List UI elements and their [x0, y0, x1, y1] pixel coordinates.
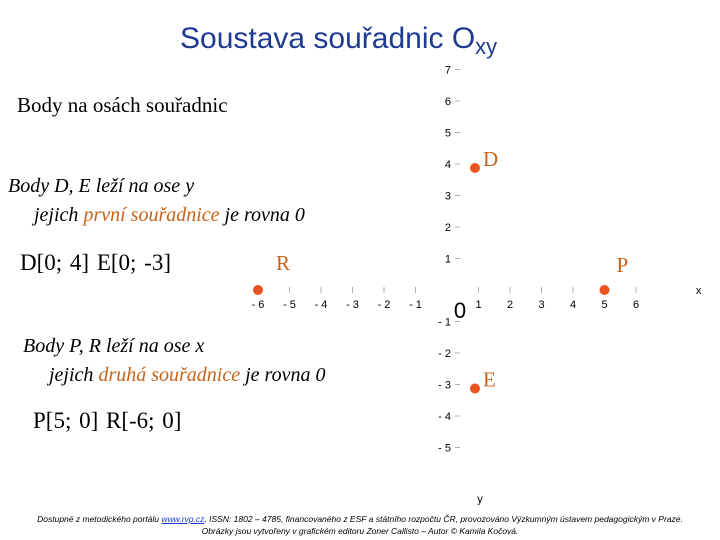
block-de-highlight: první souřadnice: [83, 204, 220, 226]
coords-p-r: P[5; 0] R[-6; 0]: [33, 408, 182, 433]
point-label-d: D: [483, 147, 499, 171]
coords-d-e: D[0; 4] E[0; -3]: [20, 250, 171, 275]
x-tick-label: - 5: [283, 299, 296, 311]
point-p: [600, 285, 610, 295]
x-tick-label: 2: [506, 299, 514, 311]
subtitle: Body na osách souřadnic: [17, 93, 228, 117]
title-main: Soustava souřadnic O: [180, 22, 476, 55]
y-tick-label: 6: [444, 96, 451, 108]
point-d: [470, 163, 480, 173]
point-label-r: R: [276, 251, 291, 275]
y-tick-label: 5: [444, 127, 451, 140]
footer-post: , ISSN: 1802 – 4785, financovaného z ESF a státního rozpočtu ČR, provozováno Výzkumným ústavem pedagogickým v Praze.: [204, 514, 683, 524]
x-tick-label: 1: [475, 299, 482, 311]
footer-link[interactable]: www.rvp.cz: [161, 514, 205, 524]
x-tick-label: - 2: [377, 299, 391, 311]
x-tick-label: 3: [538, 299, 545, 311]
footer-pre: Dostupné z metodického portálu: [37, 514, 162, 524]
footer-line2: Obrázky jsou vytvořeny v grafickém editoru Zoner Callisto – Autor © Kamila Kočová.: [201, 526, 519, 536]
y-tick-label: - 1: [438, 316, 451, 329]
block-de-line2-post: je rovna 0: [219, 204, 305, 226]
x-tick-label: - 6: [251, 299, 265, 311]
x-tick-label: - 1: [409, 299, 422, 311]
block-de-line1: Body D, E leží na ose y: [8, 175, 195, 197]
y-axis-label: y: [477, 493, 483, 506]
point-label-e: E: [483, 367, 496, 392]
footer-line1: [0, 513, 720, 525]
block-pr-highlight: druhá souřadnice: [98, 364, 241, 386]
block-pr-line1: Body P, R leží na ose x: [23, 335, 205, 357]
origin-label: 0: [453, 298, 467, 323]
block-pr-line2-pre: jejich: [49, 364, 99, 386]
point-label-p: P: [616, 253, 629, 277]
title-subscript: xy: [475, 34, 498, 59]
y-tick-label: 4: [444, 159, 451, 171]
y-tick-label: 1: [444, 253, 451, 266]
y-tick-label: 7: [444, 64, 451, 77]
point-e: [470, 384, 480, 394]
footer: [0, 513, 720, 537]
y-tick-label: - 5: [438, 442, 451, 455]
y-tick-label: - 4: [438, 411, 451, 423]
block-pr-line2-post: je rovna 0: [240, 364, 326, 386]
x-tick-label: 6: [632, 299, 640, 311]
x-tick-label: 4: [569, 299, 577, 311]
y-tick-label: - 2: [438, 348, 451, 360]
x-axis-label: x: [695, 285, 702, 297]
block-de-line2-pre: jejich: [34, 204, 84, 226]
x-tick-label: - 4: [314, 299, 328, 311]
point-r: [253, 285, 263, 295]
x-tick-label: 5: [601, 299, 608, 311]
y-tick-label: 3: [444, 190, 451, 203]
y-tick-label: - 3: [438, 379, 451, 392]
y-tick-label: 2: [444, 222, 451, 234]
x-tick-label: - 3: [346, 299, 359, 311]
